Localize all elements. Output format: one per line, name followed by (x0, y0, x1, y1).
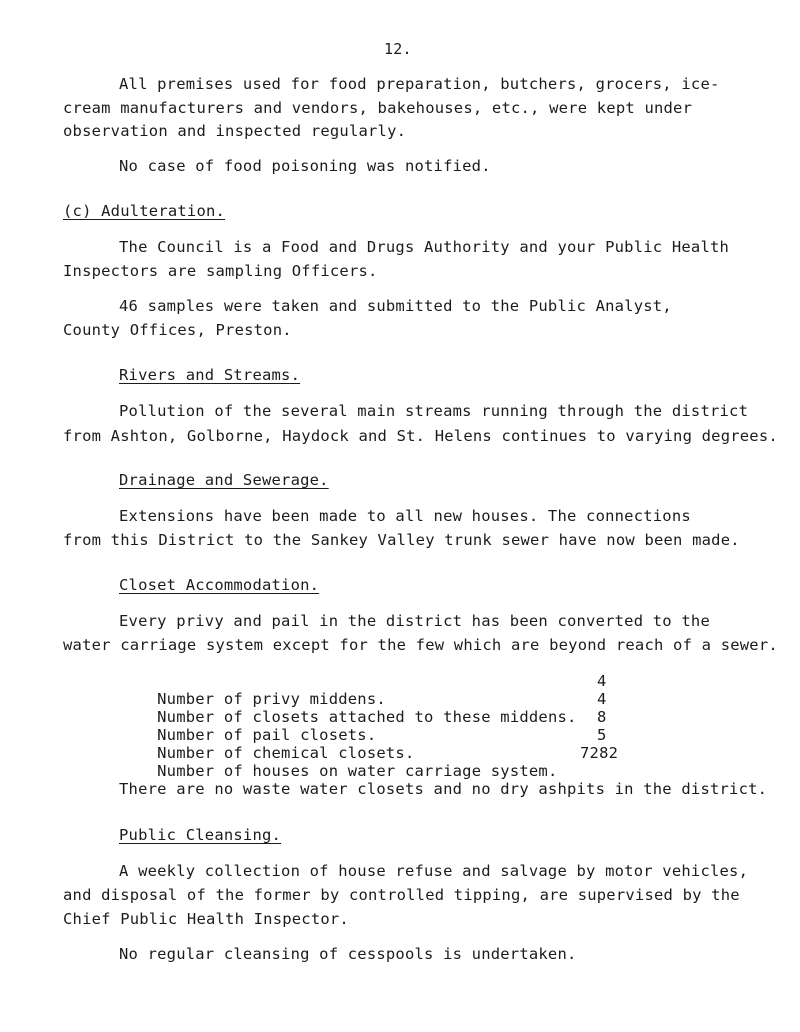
adulteration-p1-line-2: Inspectors are sampling Officers. (63, 262, 378, 280)
closet-table-label: Number of closets attached to these middens. (157, 708, 577, 726)
closet-table-value: 7282 (580, 744, 619, 762)
closet-table-label: Number of pail closets. (157, 726, 377, 744)
cleansing-line-1: A weekly collection of house refuse and salvage by motor vehicles, (119, 862, 749, 880)
cleansing-line-2: and disposal of the former by controlled tipping, are supervised by the (63, 886, 740, 904)
page-number: 12. (384, 40, 412, 58)
closet-table-label: Number of chemical closets. (157, 744, 415, 762)
adulteration-p2-line-2: County Offices, Preston. (63, 321, 292, 339)
closet-table-value: 4 (597, 690, 607, 708)
adulteration-heading: (c) Adulteration. (63, 202, 226, 220)
food-poisoning-text: No case of food poisoning was notified. (119, 157, 491, 175)
closet-table-value: 8 (597, 708, 607, 726)
closet-table-value: 5 (597, 726, 607, 744)
drainage-line-1: Extensions have been made to all new houses. The connections (119, 507, 691, 525)
rivers-line-2: from Ashton, Golborne, Haydock and St. Helens continues to varying degrees. (63, 427, 778, 445)
closet-table-label: Number of houses on water carriage system. (157, 762, 558, 780)
drainage-heading: Drainage and Sewerage. (119, 471, 329, 489)
intro-line-3: observation and inspected regularly. (63, 122, 407, 140)
closet-heading: Closet Accommodation. (119, 576, 320, 594)
adulteration-p1-line-1: The Council is a Food and Drugs Authority and your Public Health (119, 238, 730, 256)
closet-line-1: Every privy and pail in the district has been converted to the (119, 612, 710, 630)
adulteration-p2-line-1: 46 samples were taken and submitted to the Public Analyst, (119, 297, 672, 315)
closet-table-value: 4 (597, 672, 607, 690)
cleansing-line-3: Chief Public Health Inspector. (63, 910, 349, 928)
closet-line-2: water carriage system except for the few which are beyond reach of a sewer. (63, 636, 778, 654)
closet-after-text: There are no waste water closets and no dry ashpits in the district. (119, 780, 768, 798)
intro-line-2: cream manufacturers and vendors, bakehouses, etc., were kept under (63, 99, 693, 117)
drainage-line-2: from this District to the Sankey Valley trunk sewer have now been made. (63, 531, 740, 549)
intro-line-1: All premises used for food preparation, butchers, grocers, ice- (119, 75, 720, 93)
cesspools-text: No regular cleansing of cesspools is undertaken. (119, 945, 577, 963)
rivers-line-1: Pollution of the several main streams running through the district (119, 402, 749, 420)
cleansing-heading: Public Cleansing. (119, 826, 282, 844)
closet-table-label: Number of privy middens. (157, 690, 386, 708)
rivers-heading: Rivers and Streams. (119, 366, 301, 384)
